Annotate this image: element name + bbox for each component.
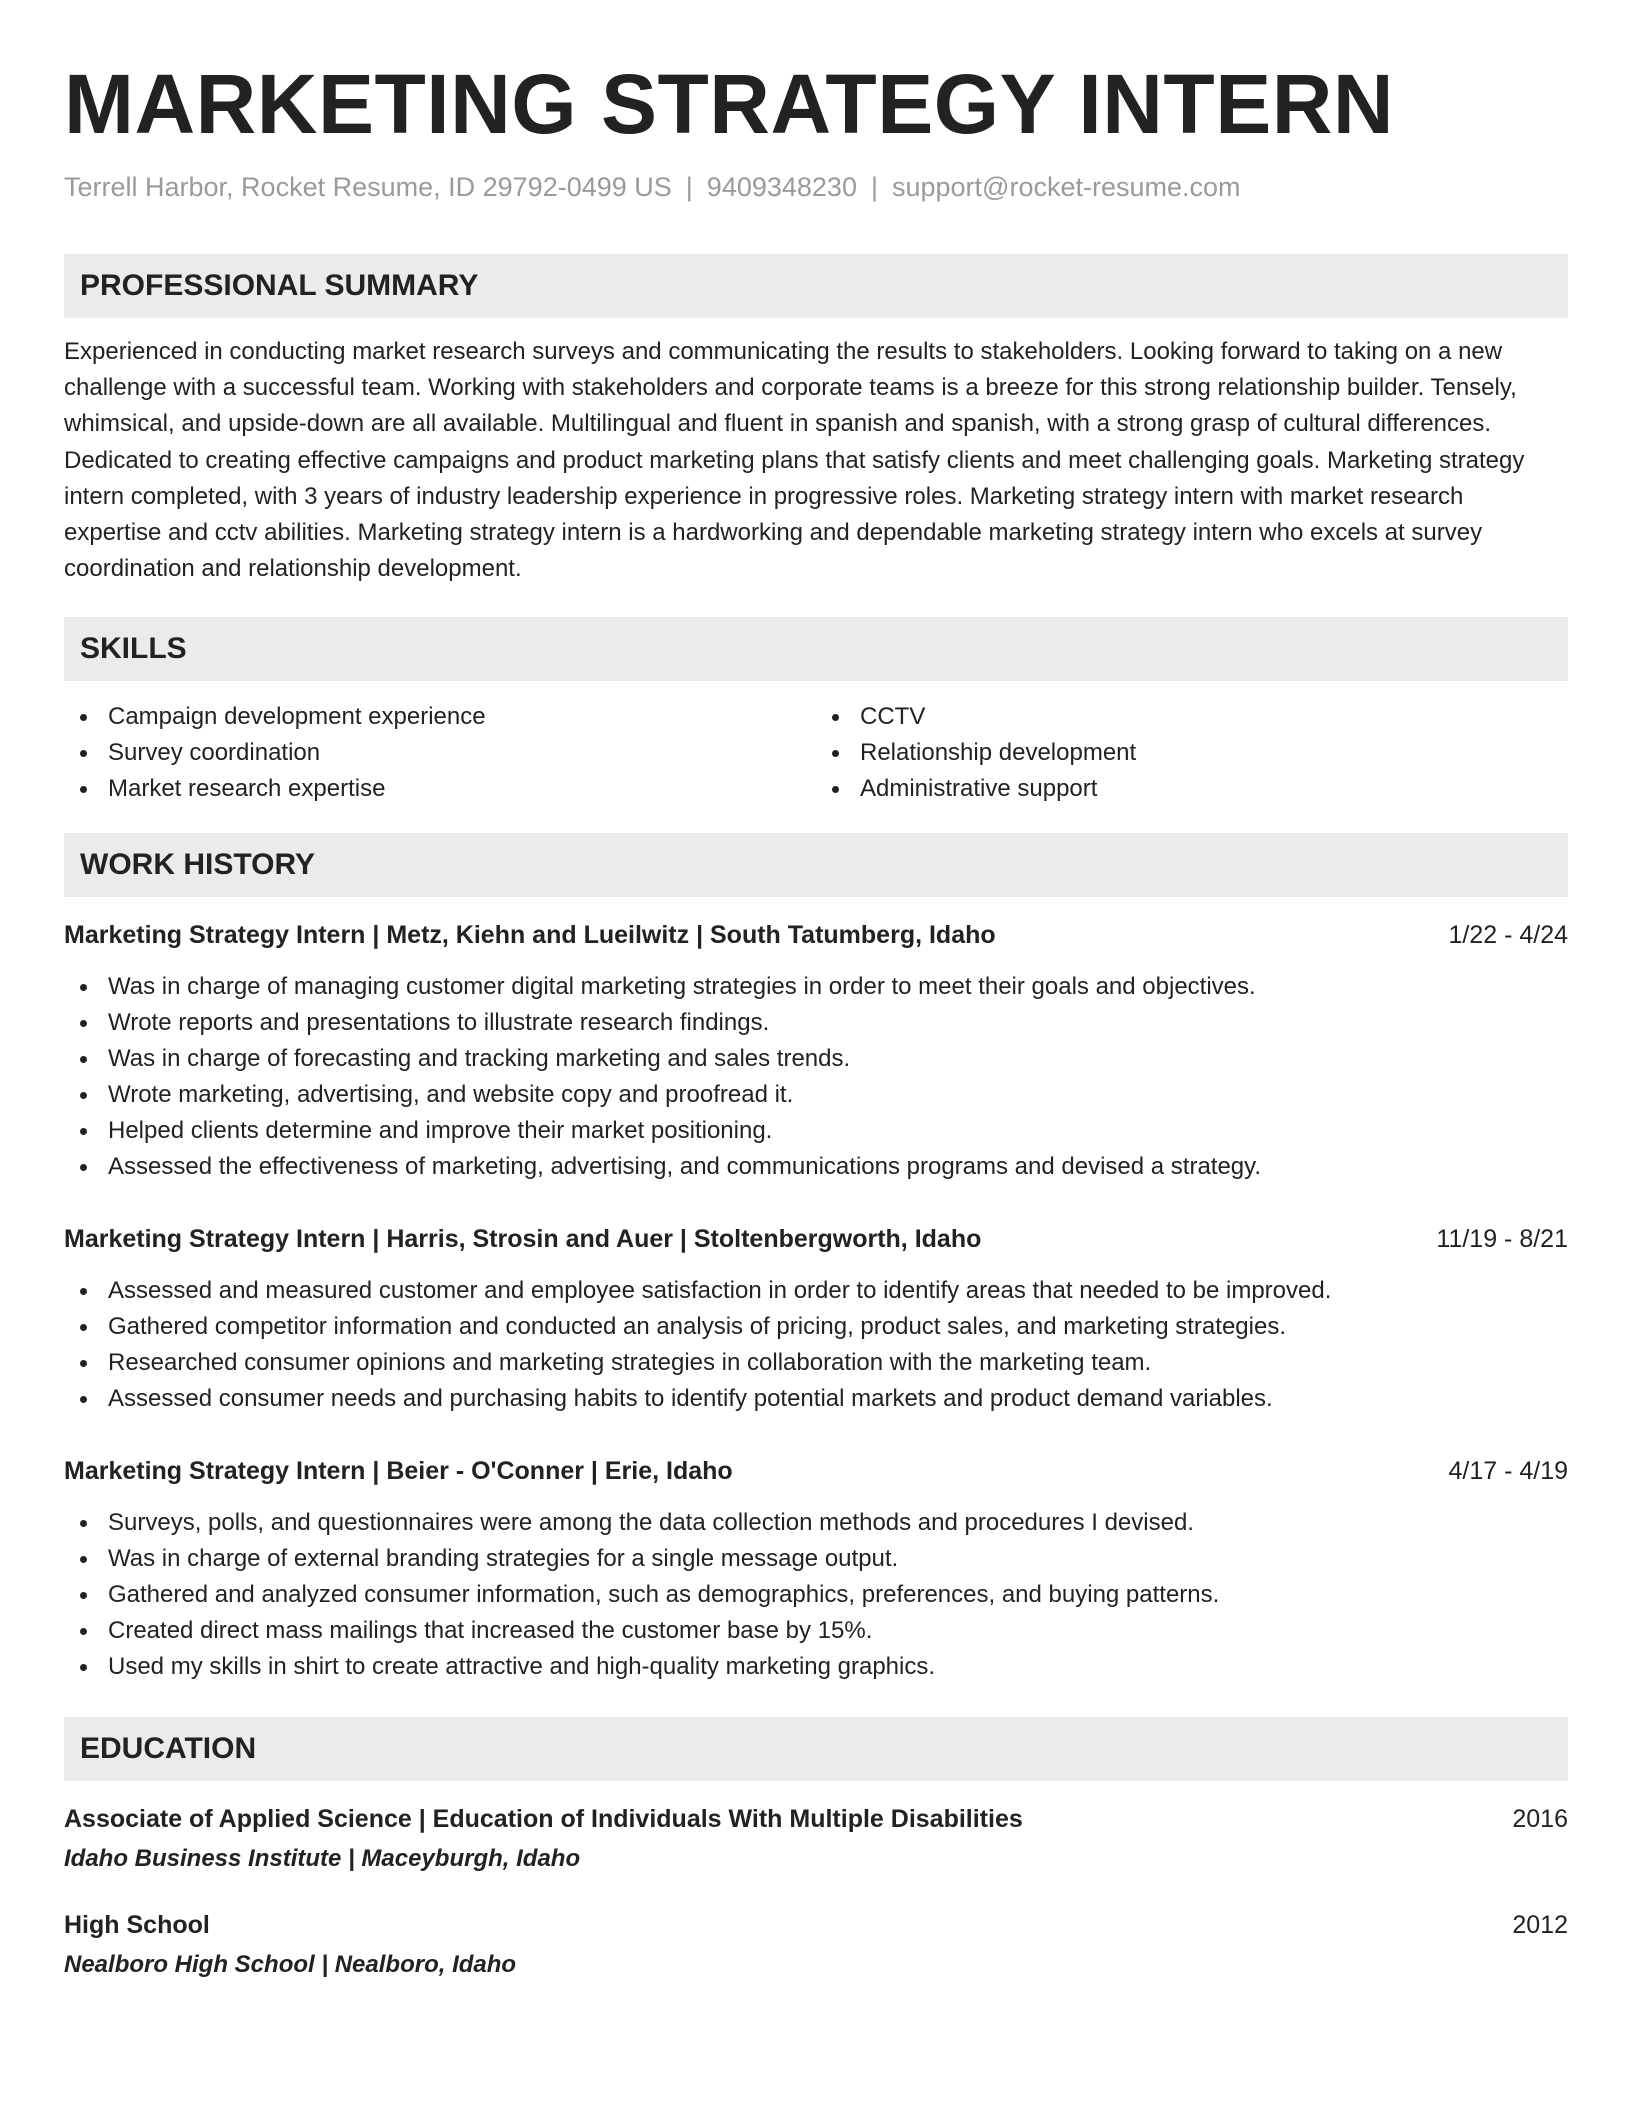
job-bullet: Used my skills in shirt to create attractive and high-quality marketing graphics.	[64, 1649, 1568, 1685]
job-bullet: Assessed and measured customer and employee satisfaction in order to identify areas that needed to be improved.	[64, 1273, 1568, 1309]
job-bullet: Was in charge of external branding strategies for a single message output.	[64, 1541, 1568, 1577]
section-heading-work-history: WORK HISTORY	[64, 833, 1568, 897]
job-dates: 4/17 - 4/19	[1448, 1457, 1568, 1486]
job-bullets	[64, 969, 1568, 1185]
contact-separator: |	[685, 172, 693, 202]
job-bullet: Gathered competitor information and conducted an analysis of pricing, product sales, and marketing strategies.	[64, 1309, 1568, 1345]
job-header	[64, 1453, 1568, 1489]
education-entry	[64, 1907, 1568, 1983]
education-year: 2012	[1512, 1911, 1568, 1940]
skills-column-left	[64, 699, 816, 807]
job-bullet: Assessed the effectiveness of marketing, advertising, and communications programs and devised a strategy.	[64, 1149, 1568, 1185]
skill-item: Survey coordination	[64, 735, 816, 771]
contact-separator: |	[870, 172, 878, 202]
contact-line	[64, 170, 1568, 204]
skill-item: Administrative support	[816, 771, 1568, 807]
contact-email[interactable]: support@rocket-resume.com	[891, 172, 1241, 202]
candidate-name: MARKETING STRATEGY INTERN	[64, 57, 1395, 151]
job-bullet: Wrote marketing, advertising, and website copy and proofread it.	[64, 1077, 1568, 1113]
job-title: Marketing Strategy Intern | Beier - O'Conner | Erie, Idaho	[64, 1457, 733, 1486]
education-year: 2016	[1512, 1805, 1568, 1834]
job-bullet: Helped clients determine and improve their market positioning.	[64, 1113, 1568, 1149]
skills-column-right	[816, 699, 1568, 807]
summary-text: Experienced in conducting market research surveys and communicating the results to stakeholders. Looking forward to taking on a new challenge with a successful team. Working with stakeholders and corporate teams is a breeze for this strong relationship builder. Tensely, whimsical, and upside-down are all available. Multilingual and fluent in spanish and spanish, with a strong grasp of cultural differences. Dedicated to creating effective campaigns and product marketing plans that satisfy clients and meet challenging goals. Marketing strategy intern completed, with 3 years of industry leadership experience in progressive roles. Marketing strategy intern with market research expertise and cctv abilities. Marketing strategy intern is a hardworking and dependable marketing strategy intern who excels at survey coordination and relationship development.	[64, 338, 1525, 583]
job-entry	[64, 1221, 1568, 1417]
skill-item: Relationship development	[816, 735, 1568, 771]
job-bullet: Wrote reports and presentations to illustrate research findings.	[64, 1005, 1568, 1041]
skills-list-right	[816, 699, 1568, 807]
job-title: Marketing Strategy Intern | Metz, Kiehn and Lueilwitz | South Tatumberg, Idaho	[64, 921, 996, 950]
contact-address: Terrell Harbor, Rocket Resume, ID 29792-0499 US	[64, 172, 672, 202]
skill-item: CCTV	[816, 699, 1568, 735]
job-dates: 1/22 - 4/24	[1448, 921, 1568, 950]
job-bullet: Was in charge of forecasting and tracking marketing and sales trends.	[64, 1041, 1568, 1077]
skill-item: Campaign development experience	[64, 699, 816, 735]
education-degree: High School	[64, 1911, 210, 1940]
education-header	[64, 1907, 1568, 1943]
skills-grid	[64, 699, 1568, 807]
job-title: Marketing Strategy Intern | Harris, Strosin and Auer | Stoltenbergworth, Idaho	[64, 1225, 982, 1254]
job-bullet: Assessed consumer needs and purchasing habits to identify potential markets and product demand variables.	[64, 1381, 1568, 1417]
section-heading-skills: SKILLS	[64, 617, 1568, 681]
job-header	[64, 917, 1568, 953]
skill-item: Market research expertise	[64, 771, 816, 807]
education-school: Nealboro High School | Nealboro, Idaho	[64, 1951, 517, 1979]
education-header	[64, 1801, 1568, 1837]
job-bullet: Gathered and analyzed consumer information, such as demographics, preferences, and buying patterns.	[64, 1577, 1568, 1613]
job-header	[64, 1221, 1568, 1257]
section-heading-education: EDUCATION	[64, 1717, 1568, 1781]
job-bullets	[64, 1273, 1568, 1417]
job-bullets	[64, 1505, 1568, 1685]
education-school: Idaho Business Institute | Maceyburgh, Idaho	[64, 1845, 581, 1873]
job-bullet: Created direct mass mailings that increased the customer base by 15%.	[64, 1613, 1568, 1649]
section-heading-summary: PROFESSIONAL SUMMARY	[64, 254, 1568, 318]
job-bullet: Researched consumer opinions and marketing strategies in collaboration with the marketing team.	[64, 1345, 1568, 1381]
job-dates: 11/19 - 8/21	[1436, 1225, 1568, 1254]
job-entry	[64, 1453, 1568, 1685]
job-entry	[64, 917, 1568, 1185]
contact-phone: 9409348230	[706, 172, 857, 202]
education-entry	[64, 1801, 1568, 1877]
skills-list-left	[64, 699, 816, 807]
job-bullet: Surveys, polls, and questionnaires were among the data collection methods and procedures I devised.	[64, 1505, 1568, 1541]
education-degree: Associate of Applied Science | Education of Individuals With Multiple Disabilities	[64, 1805, 1023, 1834]
job-bullet: Was in charge of managing customer digital marketing strategies in order to meet their goals and objectives.	[64, 969, 1568, 1005]
